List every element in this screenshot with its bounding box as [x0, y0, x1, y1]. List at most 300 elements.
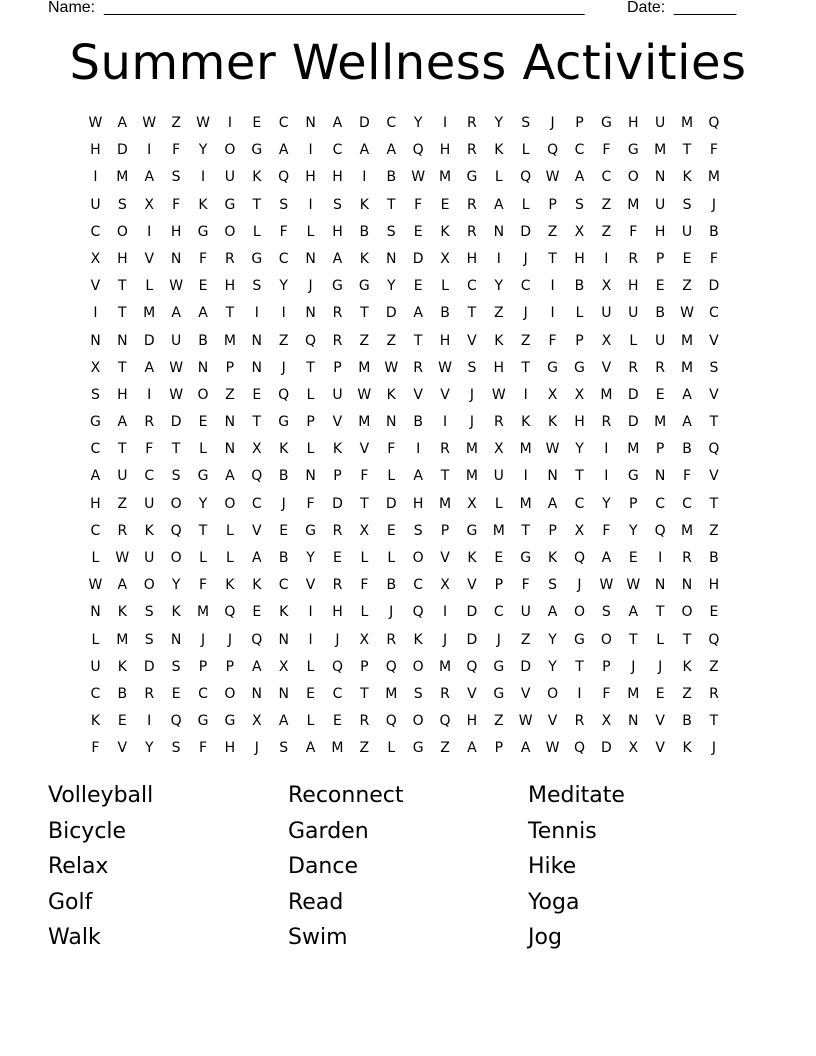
grid-letter[interactable]: G — [224, 196, 236, 213]
grid-letter[interactable]: M — [600, 386, 613, 403]
grid-letter[interactable]: O — [170, 550, 182, 566]
grid-letter[interactable]: U — [628, 305, 639, 322]
grid-letter[interactable]: Y — [494, 115, 504, 131]
grid-letter[interactable]: E — [279, 522, 289, 539]
grid-letter[interactable]: O — [412, 550, 424, 566]
grid-letter[interactable]: M — [654, 142, 667, 159]
grid-letter[interactable]: C — [520, 278, 531, 295]
grid-letter[interactable]: M — [358, 414, 371, 431]
grid-letter[interactable]: J — [442, 631, 448, 648]
grid-letter[interactable]: W — [88, 115, 103, 131]
grid-letter[interactable]: U — [655, 196, 666, 213]
grid-letter[interactable]: Z — [682, 685, 692, 702]
grid-letter[interactable]: D — [708, 278, 720, 295]
grid-letter[interactable]: P — [548, 196, 557, 213]
grid-letter[interactable]: D — [385, 495, 397, 512]
grid-letter[interactable]: K — [225, 577, 235, 594]
grid-letter[interactable]: T — [682, 142, 692, 159]
grid-letter[interactable]: W — [438, 359, 452, 376]
grid-letter[interactable]: N — [305, 115, 316, 131]
grid-letter[interactable]: D — [385, 305, 397, 322]
grid-letter[interactable]: J — [711, 196, 716, 213]
grid-letter[interactable]: N — [654, 577, 666, 594]
grid-letter[interactable]: S — [144, 604, 154, 621]
grid-letter[interactable]: Q — [547, 142, 559, 159]
grid-letter[interactable]: H — [412, 495, 424, 512]
grid-letter[interactable]: T — [360, 685, 369, 702]
grid-letter[interactable]: C — [655, 495, 666, 512]
grid-letter[interactable]: S — [279, 196, 289, 213]
grid-letter[interactable]: L — [225, 550, 234, 566]
grid-letter[interactable]: G — [90, 414, 101, 431]
grid-letter[interactable]: E — [252, 386, 262, 403]
grid-letter[interactable]: L — [575, 305, 584, 322]
grid-letter[interactable]: K — [359, 196, 369, 213]
grid-letter[interactable]: U — [144, 550, 155, 566]
grid-letter[interactable]: O — [547, 685, 559, 702]
grid-letter[interactable]: R — [628, 250, 639, 267]
grid-letter[interactable]: L — [387, 468, 396, 485]
grid-letter[interactable]: L — [306, 658, 315, 675]
grid-letter[interactable]: J — [254, 740, 259, 757]
grid-letter[interactable]: E — [413, 223, 423, 240]
grid-letter[interactable]: R — [359, 713, 370, 730]
grid-letter[interactable]: I — [147, 386, 152, 403]
grid-letter[interactable]: Q — [708, 115, 720, 131]
grid-letter[interactable]: J — [577, 577, 582, 594]
grid-letter[interactable]: V — [252, 522, 262, 539]
grid-letter[interactable]: I — [281, 305, 286, 322]
grid-letter[interactable]: E — [440, 196, 450, 213]
grid-letter[interactable]: X — [359, 522, 370, 539]
grid-letter[interactable]: W — [411, 169, 426, 186]
grid-letter[interactable]: R — [332, 332, 343, 349]
grid-letter[interactable]: K — [144, 522, 154, 539]
grid-letter[interactable]: H — [332, 604, 343, 621]
grid-letter[interactable]: R — [682, 550, 692, 566]
grid-letter[interactable]: R — [332, 305, 343, 322]
grid-letter[interactable]: E — [252, 115, 262, 131]
grid-letter[interactable]: A — [494, 196, 504, 213]
grid-letter[interactable]: V — [655, 713, 665, 730]
grid-letter[interactable]: T — [440, 468, 450, 485]
grid-letter[interactable]: H — [493, 359, 505, 376]
grid-letter[interactable]: V — [709, 386, 719, 403]
grid-letter[interactable]: K — [467, 550, 477, 566]
grid-letter[interactable]: E — [198, 414, 208, 431]
grid-letter[interactable]: B — [117, 685, 128, 702]
grid-letter[interactable]: X — [90, 250, 101, 267]
grid-letter[interactable]: F — [602, 522, 611, 539]
grid-letter[interactable]: O — [224, 495, 236, 512]
grid-letter[interactable]: L — [656, 631, 665, 648]
grid-letter[interactable]: A — [332, 250, 343, 267]
grid-letter[interactable]: Z — [547, 223, 558, 240]
grid-letter[interactable]: I — [200, 169, 206, 186]
grid-letter[interactable]: F — [360, 468, 369, 485]
grid-letter[interactable]: R — [467, 142, 477, 159]
grid-letter[interactable]: X — [574, 223, 585, 240]
grid-letter[interactable]: F — [360, 577, 369, 594]
grid-letter[interactable]: Y — [306, 550, 315, 566]
grid-letter[interactable]: F — [414, 196, 423, 213]
grid-letter[interactable]: M — [680, 332, 694, 349]
grid-letter[interactable]: H — [439, 142, 451, 159]
grid-letter[interactable]: E — [171, 685, 181, 702]
grid-letter[interactable]: M — [519, 495, 532, 512]
grid-letter[interactable]: V — [440, 550, 450, 566]
grid-letter[interactable]: Q — [251, 468, 263, 485]
grid-letter[interactable]: B — [413, 414, 423, 431]
grid-letter[interactable]: F — [306, 495, 315, 512]
grid-letter[interactable]: Q — [654, 522, 666, 539]
grid-letter[interactable]: P — [360, 658, 369, 675]
grid-letter[interactable]: A — [467, 740, 477, 757]
grid-letter[interactable]: G — [197, 223, 209, 240]
grid-letter[interactable]: E — [655, 685, 665, 702]
grid-letter[interactable]: K — [198, 196, 208, 213]
grid-letter[interactable]: Y — [144, 740, 154, 757]
grid-letter[interactable]: K — [171, 604, 181, 621]
grid-letter[interactable]: W — [169, 278, 184, 295]
grid-letter[interactable]: C — [278, 577, 289, 594]
grid-letter[interactable]: K — [359, 250, 369, 267]
grid-letter[interactable]: I — [308, 196, 313, 213]
grid-letter[interactable]: T — [306, 359, 315, 376]
grid-letter[interactable]: Z — [601, 223, 612, 240]
grid-letter[interactable]: G — [251, 142, 263, 159]
grid-letter[interactable]: X — [467, 495, 477, 512]
grid-letter[interactable]: B — [682, 441, 692, 458]
grid-letter[interactable]: I — [308, 631, 313, 648]
grid-letter[interactable]: N — [170, 250, 182, 267]
grid-letter[interactable]: G — [466, 522, 478, 539]
grid-letter[interactable]: S — [252, 278, 262, 295]
grid-letter[interactable]: Z — [682, 278, 692, 295]
grid-letter[interactable]: M — [627, 685, 640, 702]
grid-letter[interactable]: W — [680, 305, 694, 322]
grid-letter[interactable]: W — [169, 359, 184, 376]
grid-letter[interactable]: B — [278, 550, 289, 566]
grid-letter[interactable]: I — [577, 685, 582, 702]
grid-letter[interactable]: U — [655, 332, 666, 349]
grid-letter[interactable]: A — [117, 115, 128, 131]
grid-letter[interactable]: M — [438, 495, 452, 512]
grid-letter[interactable]: Q — [573, 550, 585, 566]
grid-letter[interactable]: Z — [386, 332, 397, 349]
grid-letter[interactable]: V — [520, 685, 531, 702]
grid-letter[interactable]: D — [143, 332, 155, 349]
grid-letter[interactable]: F — [279, 223, 288, 240]
grid-letter[interactable]: S — [171, 468, 181, 485]
grid-letter[interactable]: D — [332, 495, 343, 512]
grid-letter[interactable]: P — [333, 468, 342, 485]
grid-letter[interactable]: G — [412, 740, 424, 757]
grid-letter[interactable]: K — [547, 550, 558, 566]
grid-letter[interactable]: E — [413, 278, 423, 295]
grid-letter[interactable]: M — [385, 685, 398, 702]
grid-letter[interactable]: K — [252, 577, 262, 594]
grid-letter[interactable]: P — [494, 577, 504, 594]
grid-letter[interactable]: V — [547, 713, 558, 730]
grid-letter[interactable]: V — [467, 577, 477, 594]
grid-letter[interactable]: V — [467, 685, 477, 702]
grid-letter[interactable]: C — [413, 577, 424, 594]
grid-letter[interactable]: T — [118, 278, 127, 295]
grid-letter[interactable]: H — [117, 386, 128, 403]
grid-letter[interactable]: D — [466, 604, 478, 621]
grid-letter[interactable]: I — [308, 142, 313, 159]
grid-letter[interactable]: X — [440, 577, 450, 594]
grid-letter[interactable]: S — [413, 685, 423, 702]
grid-letter[interactable]: P — [198, 658, 208, 675]
grid-letter[interactable]: C — [574, 142, 585, 159]
grid-letter[interactable]: R — [601, 414, 612, 431]
grid-letter[interactable]: D — [143, 658, 155, 675]
grid-letter[interactable]: B — [440, 305, 450, 322]
grid-letter[interactable]: E — [333, 713, 342, 730]
grid-letter[interactable]: T — [386, 196, 396, 213]
grid-letter[interactable]: I — [523, 468, 528, 485]
grid-letter[interactable]: Y — [628, 522, 638, 539]
grid-letter[interactable]: Z — [709, 522, 719, 539]
name-field-line[interactable]: ______________________________________________________ — [104, 0, 585, 16]
grid-letter[interactable]: R — [440, 441, 450, 458]
grid-letter[interactable]: V — [413, 386, 423, 403]
grid-letter[interactable]: G — [466, 169, 478, 186]
grid-letter[interactable]: R — [144, 414, 155, 431]
grid-letter[interactable]: G — [493, 685, 505, 702]
grid-letter[interactable]: D — [520, 658, 532, 675]
grid-letter[interactable]: H — [224, 278, 236, 295]
grid-letter[interactable]: J — [658, 658, 663, 675]
grid-letter[interactable]: B — [198, 332, 208, 349]
grid-letter[interactable]: T — [118, 441, 127, 458]
grid-letter[interactable]: U — [170, 332, 182, 349]
grid-letter[interactable]: Y — [548, 631, 557, 648]
grid-letter[interactable]: F — [387, 441, 396, 458]
grid-letter[interactable]: E — [306, 685, 315, 702]
grid-letter[interactable]: A — [305, 740, 316, 757]
grid-letter[interactable]: P — [225, 658, 235, 675]
grid-letter[interactable]: H — [224, 740, 236, 757]
grid-letter[interactable]: T — [521, 522, 530, 539]
grid-letter[interactable]: W — [545, 740, 560, 757]
grid-letter[interactable]: Q — [224, 604, 236, 621]
grid-letter[interactable]: I — [442, 604, 448, 621]
grid-letter[interactable]: F — [548, 332, 557, 349]
grid-letter[interactable]: N — [170, 631, 182, 648]
grid-letter[interactable]: P — [494, 740, 504, 757]
grid-letter[interactable]: K — [494, 142, 504, 159]
grid-letter[interactable]: S — [601, 604, 611, 621]
grid-letter[interactable]: C — [90, 441, 101, 458]
grid-letter[interactable]: G — [493, 658, 505, 675]
grid-letter[interactable]: M — [143, 305, 156, 322]
grid-letter[interactable]: F — [172, 196, 181, 213]
grid-letter[interactable]: J — [631, 658, 636, 675]
grid-letter[interactable]: C — [198, 685, 208, 702]
grid-letter[interactable]: G — [332, 278, 343, 295]
grid-letter[interactable]: T — [360, 495, 369, 512]
grid-letter[interactable]: L — [360, 550, 369, 566]
grid-letter[interactable]: A — [90, 468, 101, 485]
grid-letter[interactable]: C — [601, 169, 612, 186]
grid-letter[interactable]: Z — [117, 495, 128, 512]
grid-letter[interactable]: B — [709, 223, 719, 240]
grid-letter[interactable]: B — [386, 169, 397, 186]
grid-letter[interactable]: Q — [466, 658, 478, 675]
grid-letter[interactable]: V — [709, 332, 719, 349]
grid-letter[interactable]: D — [412, 250, 424, 267]
date-field-line[interactable]: _______ — [674, 0, 737, 16]
grid-letter[interactable]: K — [252, 169, 262, 186]
grid-letter[interactable]: E — [117, 713, 127, 730]
grid-letter[interactable]: L — [521, 196, 530, 213]
grid-letter[interactable]: C — [251, 495, 262, 512]
grid-letter[interactable]: S — [91, 386, 100, 403]
grid-letter[interactable]: X — [440, 250, 450, 267]
grid-letter[interactable]: A — [628, 604, 639, 621]
grid-letter[interactable]: Z — [494, 713, 504, 730]
grid-letter[interactable]: Q — [708, 631, 720, 648]
grid-letter[interactable]: X — [574, 386, 585, 403]
grid-letter[interactable]: W — [196, 115, 210, 131]
grid-letter[interactable]: U — [332, 386, 343, 403]
grid-letter[interactable]: R — [628, 359, 639, 376]
grid-letter[interactable]: G — [224, 713, 236, 730]
grid-letter[interactable]: U — [601, 305, 612, 322]
grid-letter[interactable]: Q — [170, 522, 182, 539]
grid-letter[interactable]: T — [521, 359, 530, 376]
grid-letter[interactable]: Q — [385, 658, 397, 675]
grid-letter[interactable]: M — [627, 441, 640, 458]
grid-letter[interactable]: B — [682, 713, 692, 730]
grid-letter[interactable]: M — [438, 658, 452, 675]
grid-letter[interactable]: A — [547, 604, 558, 621]
grid-letter[interactable]: T — [548, 250, 557, 267]
grid-letter[interactable]: A — [386, 142, 397, 159]
grid-letter[interactable]: F — [198, 577, 208, 594]
grid-letter[interactable]: P — [602, 658, 611, 675]
grid-letter[interactable]: X — [574, 522, 585, 539]
grid-letter[interactable]: D — [520, 223, 532, 240]
grid-letter[interactable]: K — [90, 713, 101, 730]
grid-letter[interactable]: J — [200, 631, 206, 648]
grid-letter[interactable]: X — [251, 713, 262, 730]
grid-letter[interactable]: L — [521, 142, 530, 159]
grid-letter[interactable]: A — [171, 305, 181, 322]
grid-letter[interactable]: G — [547, 359, 559, 376]
grid-letter[interactable]: K — [682, 658, 692, 675]
grid-letter[interactable]: R — [467, 196, 477, 213]
grid-letter[interactable]: T — [628, 631, 638, 648]
grid-letter[interactable]: H — [439, 332, 451, 349]
grid-letter[interactable]: K — [521, 414, 531, 431]
grid-letter[interactable]: A — [144, 169, 155, 186]
grid-letter[interactable]: I — [308, 604, 313, 621]
grid-letter[interactable]: L — [199, 550, 207, 566]
grid-letter[interactable]: F — [602, 142, 611, 159]
grid-letter[interactable]: A — [359, 142, 370, 159]
grid-letter[interactable]: A — [601, 550, 612, 566]
grid-letter[interactable]: Z — [359, 332, 370, 349]
grid-letter[interactable]: A — [278, 713, 289, 730]
grid-letter[interactable]: O — [573, 604, 585, 621]
grid-letter[interactable]: O — [224, 685, 236, 702]
grid-letter[interactable]: R — [225, 250, 235, 267]
grid-letter[interactable]: A — [252, 658, 262, 675]
grid-letter[interactable]: H — [466, 250, 478, 267]
grid-letter[interactable]: J — [281, 359, 286, 376]
grid-letter[interactable]: D — [600, 740, 612, 757]
grid-letter[interactable]: T — [655, 604, 665, 621]
grid-letter[interactable]: N — [305, 305, 316, 322]
grid-letter[interactable]: K — [547, 414, 558, 431]
grid-letter[interactable]: T — [709, 495, 719, 512]
grid-letter[interactable]: Y — [279, 278, 288, 295]
grid-letter[interactable]: G — [600, 115, 612, 131]
grid-letter[interactable]: B — [574, 278, 585, 295]
grid-letter[interactable]: D — [627, 414, 639, 431]
grid-letter[interactable]: T — [225, 305, 235, 322]
grid-letter[interactable]: J — [523, 250, 528, 267]
grid-letter[interactable]: M — [680, 359, 694, 376]
grid-letter[interactable]: E — [252, 604, 262, 621]
grid-letter[interactable]: J — [308, 278, 313, 295]
grid-letter[interactable]: N — [628, 713, 639, 730]
grid-letter[interactable]: P — [225, 359, 235, 376]
grid-letter[interactable]: X — [601, 713, 612, 730]
grid-letter[interactable]: L — [306, 386, 315, 403]
grid-letter[interactable]: N — [90, 332, 101, 349]
grid-letter[interactable]: M — [465, 441, 478, 458]
grid-letter[interactable]: Y — [575, 441, 584, 458]
grid-letter[interactable]: M — [331, 740, 344, 757]
grid-letter[interactable]: R — [386, 631, 397, 648]
grid-letter[interactable]: I — [550, 305, 555, 322]
grid-letter[interactable]: T — [575, 468, 584, 485]
grid-letter[interactable]: B — [709, 550, 719, 566]
grid-letter[interactable]: N — [654, 468, 666, 485]
grid-letter[interactable]: X — [628, 740, 639, 757]
grid-letter[interactable]: U — [655, 115, 666, 131]
grid-letter[interactable]: Z — [520, 332, 531, 349]
grid-letter[interactable]: P — [575, 115, 584, 131]
grid-letter[interactable]: M — [654, 414, 667, 431]
grid-letter[interactable]: D — [627, 386, 639, 403]
grid-letter[interactable]: V — [655, 740, 665, 757]
grid-letter[interactable]: M — [680, 522, 694, 539]
grid-letter[interactable]: M — [707, 169, 720, 186]
grid-letter[interactable]: N — [224, 414, 236, 431]
grid-letter[interactable]: N — [681, 577, 693, 594]
grid-letter[interactable]: S — [171, 169, 181, 186]
grid-letter[interactable]: H — [574, 414, 585, 431]
grid-letter[interactable]: H — [305, 169, 316, 186]
grid-letter[interactable]: I — [496, 250, 501, 267]
grid-letter[interactable]: R — [144, 685, 155, 702]
grid-letter[interactable]: I — [93, 305, 98, 322]
grid-letter[interactable]: E — [655, 278, 665, 295]
grid-letter[interactable]: A — [547, 495, 558, 512]
grid-letter[interactable]: T — [360, 305, 369, 322]
grid-letter[interactable]: N — [305, 250, 316, 267]
grid-letter[interactable]: L — [629, 332, 638, 349]
grid-letter[interactable]: H — [117, 250, 128, 267]
grid-letter[interactable]: M — [116, 169, 129, 186]
grid-letter[interactable]: K — [413, 631, 423, 648]
